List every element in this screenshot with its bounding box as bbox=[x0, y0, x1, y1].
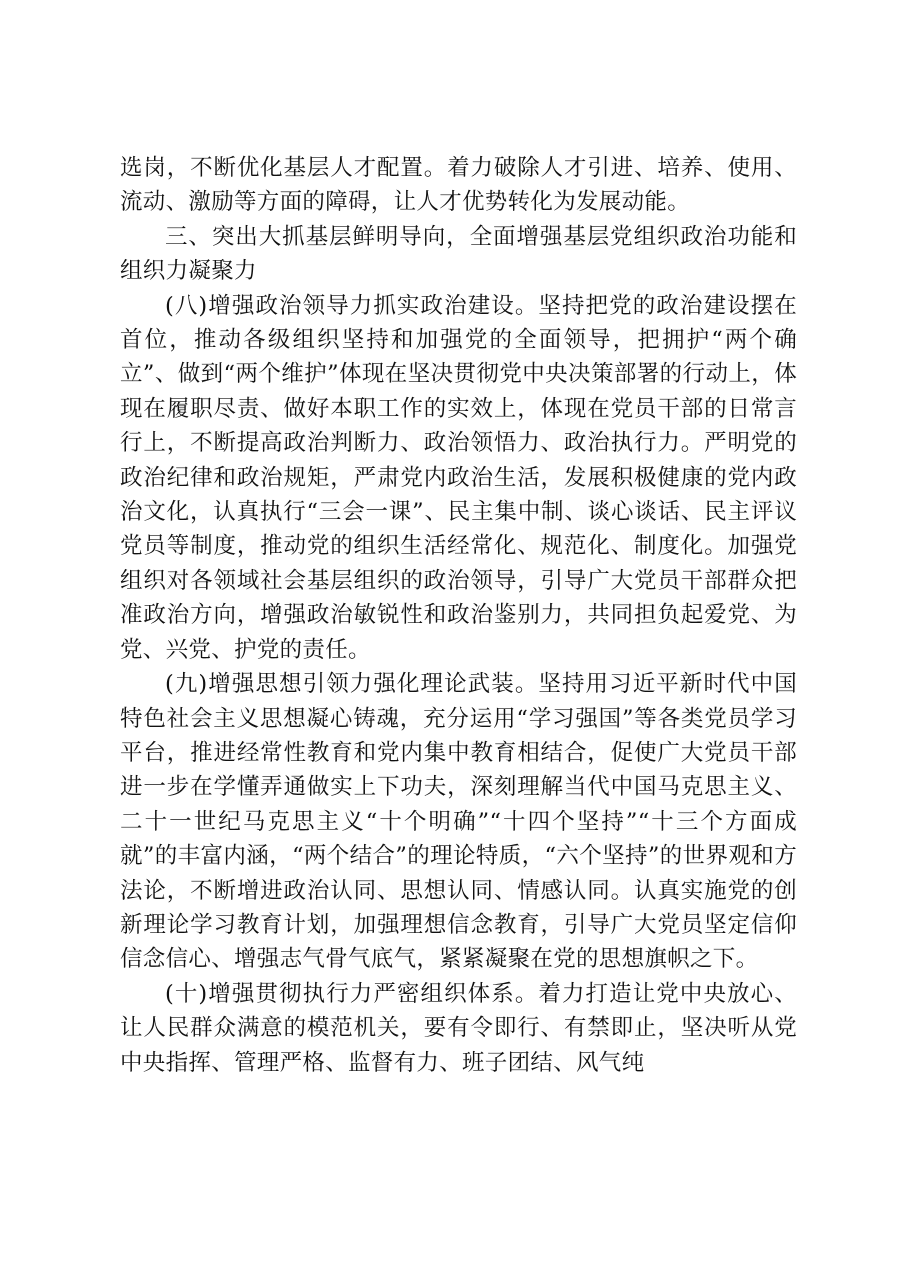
section-heading: 三、突出大抓基层鲜明导向，全面增强基层党组织政治功能和组织力凝聚力 bbox=[120, 223, 797, 285]
paragraph-8: (八)增强政治领导力抓实政治建设。坚持把党的政治建设摆在首位，推动各级组织坚持和加强党的全面领导，把拥护“两个确立”、做到“两个维护”体现在坚决贯彻党中央决策部署的行动上，体现在履职尽责、做好本职工作的实效上，体现在党员干部的日常言行上，不断提高政治判断力、政治领悟力、政治执行力。严明党的政治纪律和政治规矩，严肃党内政治生活，发展积极健康的党内政治文化，认真执行“三会一课”、民主集中制、谈心谈话、民主评议党员等制度，推动党的组织生活经常化、规范化、制度化。加强党组织对各领域社会基层组织的政治领导，引导广大党员干部群众把准政治方向，增强政治敏锐性和政治鉴别力，共同担负起爱党、为党、兴党、护党的责任。 bbox=[120, 292, 797, 663]
paragraph-continuation: 选岗，不断优化基层人才配置。着力破除人才引进、培养、使用、流动、激励等方面的障碍，让人才优势转化为发展动能。 bbox=[120, 155, 797, 216]
document-body bbox=[120, 151, 797, 1080]
paragraph-9: (九)增强思想引领力强化理论武装。坚持用习近平新时代中国特色社会主义思想凝心铸魂，充分运用“学习强国”等各类党员学习平台，推进经常性教育和党内集中教育相结合，促使广大党员干部进一步在学懂弄通做实上下功夫，深刻理解当代中国马克思主义、二十一世纪马克思主义“十个明确”“十四个坚持”“十三个方面成就”的丰富内涵，“两个结合”的理论特质，“六个坚持”的世界观和方法论，不断增进政治认同、思想认同、情感认同。认真实施党的创新理论学习教育计划，加强理想信念教育，引导广大党员坚定信仰信念信心、增强志气骨气底气，紧紧凝聚在党的思想旗帜之下。 bbox=[120, 671, 797, 973]
paragraph-10: (十)增强贯彻执行力严密组织体系。着力打造让党中央放心、让人民群众满意的模范机关，要有令即行、有禁即止，坚决听从党中央指挥、管理严格、监督有力、班子团结、风气纯 bbox=[120, 980, 797, 1076]
